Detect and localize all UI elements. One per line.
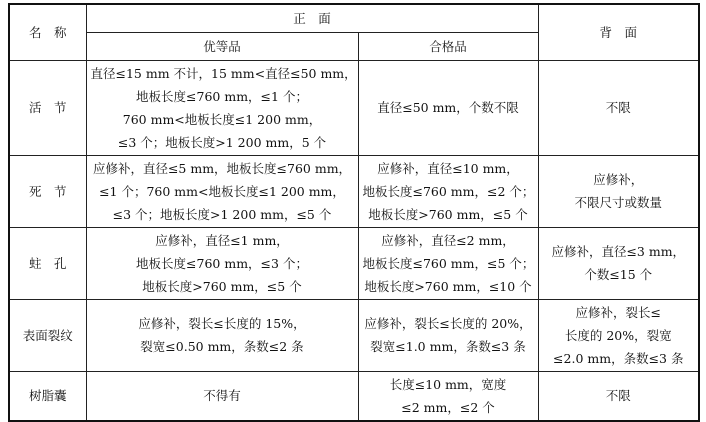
cell-back: 不限 — [538, 60, 699, 155]
cell-qualified: 长度≤10 mm，宽度 ≤2 mm，≤2 个 — [358, 371, 538, 421]
row-name-wormhole: 蛀 孔 — [9, 227, 86, 299]
cell-back: 应修补，直径≤3 mm， 个数≤15 个 — [538, 227, 699, 299]
cell-excellent: 直径≤15 mm 不计，15 mm<直径≤50 mm， 地板长度≤760 mm，≤1 个； 760 mm<地板长度≤1 200 mm， ≤3 个；地板长度>1 200 mm，5 个 — [86, 60, 358, 155]
cell-excellent: 应修补，直径≤5 mm，地板长度≤760 mm， ≤1 个；760 mm<地板长度≤1 200 mm， ≤3 个；地板长度>1 200 mm，≤5 个 — [86, 155, 358, 227]
cell-qualified: 应修补，裂长≤长度的 20%， 裂宽≤1.0 mm，条数≤3 条 — [358, 299, 538, 371]
row-name-dead-knot: 死 节 — [9, 155, 86, 227]
cell-excellent: 应修补，直径≤1 mm， 地板长度≤760 mm，≤3 个； 地板长度>760 mm，≤5 个 — [86, 227, 358, 299]
row-name-surface-crack: 表面裂纹 — [9, 299, 86, 371]
cell-excellent: 不得有 — [86, 371, 358, 421]
cell-qualified: 应修补，直径≤10 mm， 地板长度≤760 mm，≤2 个； 地板长度>760 mm，≤5 个 — [358, 155, 538, 227]
header-back: 背 面 — [538, 4, 699, 60]
header-excellent: 优等品 — [86, 32, 358, 60]
cell-back: 应修补，裂长≤ 长度的 20%，裂宽 ≤2.0 mm，条数≤3 条 — [538, 299, 699, 371]
cell-qualified: 应修补，直径≤2 mm， 地板长度≤760 mm，≤5 个； 地板长度>760 mm，≤10 个 — [358, 227, 538, 299]
header-name: 名 称 — [9, 4, 86, 60]
header-qualified: 合格品 — [358, 32, 538, 60]
header-front: 正 面 — [86, 4, 538, 32]
cell-back: 应修补， 不限尺寸或数量 — [538, 155, 699, 227]
cell-back: 不限 — [538, 371, 699, 421]
cell-qualified: 直径≤50 mm，个数不限 — [358, 60, 538, 155]
defect-grade-table — [8, 3, 700, 422]
row-name-live-knot: 活 节 — [9, 60, 86, 155]
row-name-resin-pocket: 树脂囊 — [9, 371, 86, 421]
cell-excellent: 应修补，裂长≤长度的 15%， 裂宽≤0.50 mm，条数≤2 条 — [86, 299, 358, 371]
